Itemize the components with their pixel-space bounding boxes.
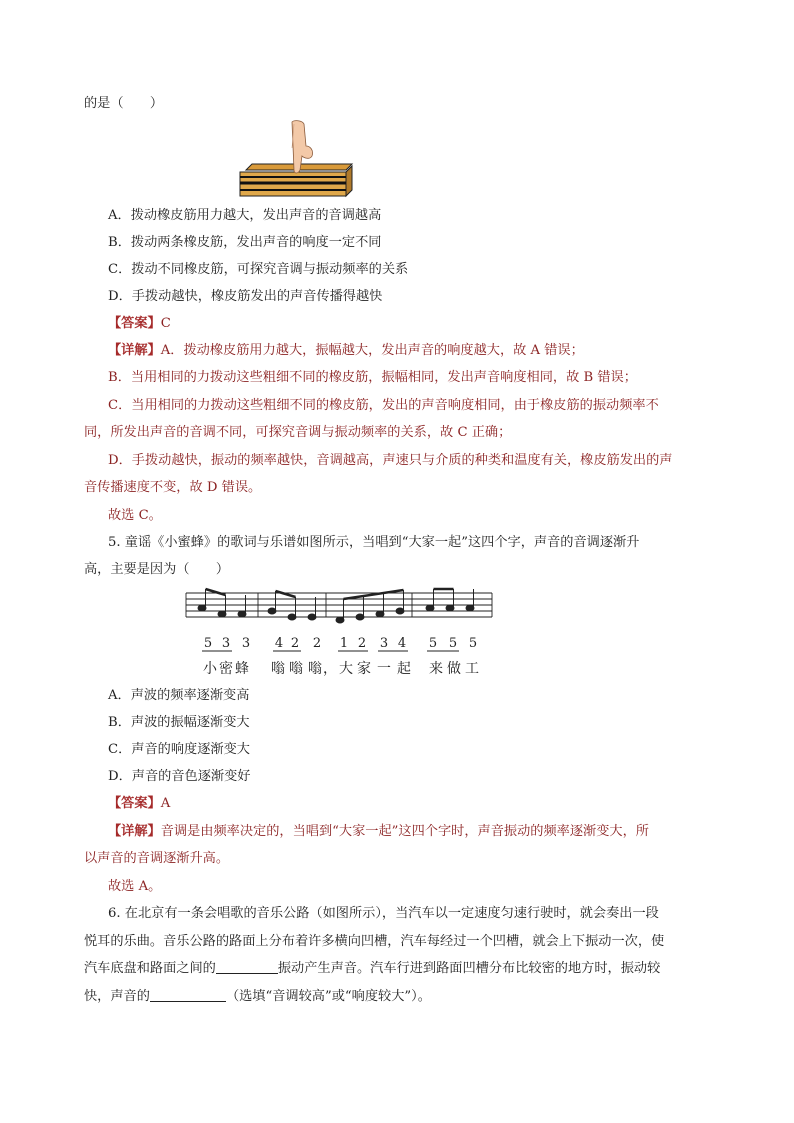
detail-text: 音调是由频率决定的，当唱到“大家一起”这四个字时，声音振动的频率逐渐变大，所 <box>160 824 649 839</box>
score-lyric: 小 <box>203 661 217 677</box>
score-number: 3 <box>379 636 389 651</box>
q6-line-3-text-b: 振动产生声音。汽车行进到路面凹槽分布比较密的地方时，振动较 <box>277 961 661 976</box>
score-lyric: 大 <box>339 661 353 677</box>
score-number: 5 <box>428 636 438 651</box>
answer-value: C <box>160 316 171 331</box>
q4-option-c: C．拨动不同橡皮筋，可探究音调与振动频率的关系 <box>108 262 409 277</box>
rubber-band-figure <box>236 120 356 200</box>
score-number: 2 <box>290 636 300 651</box>
q4-option-d: D．手拨动越快，橡皮筋发出的声音传播得越快 <box>108 289 383 304</box>
score-number: 5 <box>448 636 458 651</box>
score-lyric: 嗡 <box>271 661 285 677</box>
q5-option-b: B．声波的振幅逐渐变大 <box>108 715 250 730</box>
detail-label: 【详解】 <box>108 343 161 358</box>
q4-detail-line-2: B．当用相同的力拨动这些粗细不同的橡皮筋，振幅相同，发出声音响度相同，故 B 错误； <box>108 370 637 385</box>
q5-stem-line-1: 5. 童谣《小蜜蜂》的歌词与乐谱如图所示，当唱到“大家一起”这四个字，声音的音调逐渐升 <box>108 535 640 550</box>
score-lyric: 蜂 <box>235 661 249 677</box>
q6-line-2: 悦耳的乐曲。音乐公路的路面上分布着许多横向凹槽，汽车每经过一个凹槽，就会上下振动一次，使 <box>84 934 665 949</box>
q4-conclusion: 故选 C。 <box>108 508 162 523</box>
score-number: 2 <box>312 636 322 651</box>
q5-option-a: A．声波的频率逐渐变高 <box>108 688 250 703</box>
q5-stem-line-2: 高，主要是因为（ ） <box>84 562 230 577</box>
detail-label: 【详解】 <box>108 824 161 839</box>
score-lyric: 做 <box>447 661 461 677</box>
answer-label: 【答案】 <box>108 316 161 331</box>
q6-line-1: 6. 在北京有一条会唱歌的音乐公路（如图所示），当汽车以一定速度匀速行驶时，就会奏出一段 <box>108 906 659 921</box>
q6-line-4-text-a: 快，声音的 <box>84 989 150 1004</box>
q6-line-4-text-b: （选填“音调较高”或“响度较大”）。 <box>225 989 431 1004</box>
fill-blank-1[interactable] <box>216 959 278 974</box>
music-score-figure <box>180 585 500 685</box>
q4-stem-tail: 的是（ ） <box>84 96 164 111</box>
score-lyric: 家 <box>357 661 371 677</box>
answer-label: 【答案】 <box>108 796 161 811</box>
q5-detail-line-1 <box>108 822 649 842</box>
q6-line-3-text-a: 汽车底盘和路面之间的 <box>84 961 216 976</box>
score-lyric: 嗡 <box>289 661 303 677</box>
q4-answer <box>108 314 171 334</box>
q4-detail-line-6: 音传播速度不变，故 D 错误。 <box>84 480 262 495</box>
q5-conclusion: 故选 A。 <box>108 879 162 894</box>
q4-detail-line-4: 同，所发出声音的音调不同，可探究音调与振动频率的关系，故 C 正确； <box>84 425 512 440</box>
q4-option-b: B．拨动两条橡皮筋，发出声音的响度一定不同 <box>108 235 382 250</box>
score-number: 3 <box>241 636 251 651</box>
q4-detail-line-5: D．手拨动越快，振动的频率越快，音调越高，声速只与介质的种类和温度有关，橡皮筋发出的声 <box>108 453 673 468</box>
q4-detail-line-3: C．当用相同的力拨动这些粗细不同的橡皮筋，发出的声音响度相同，由于橡皮筋的振动频率不 <box>108 398 659 413</box>
score-number: 4 <box>274 636 284 651</box>
q6-line-3 <box>84 959 660 979</box>
q5-answer <box>108 794 170 814</box>
q6-line-4 <box>84 987 431 1007</box>
score-number: 2 <box>357 636 367 651</box>
q4-detail-line-1 <box>108 341 584 361</box>
score-lyric: 密 <box>219 661 233 677</box>
score-number: 1 <box>339 636 349 651</box>
detail-text: A．拨动橡皮筋用力越大，振幅越大，发出声音的响度越大，故 A 错误； <box>160 343 584 358</box>
score-lyric: 嗡 <box>308 661 322 677</box>
answer-value: A <box>160 796 171 811</box>
score-lyric: 工 <box>465 661 479 677</box>
fill-blank-2[interactable] <box>150 987 226 1002</box>
score-number: 4 <box>397 636 407 651</box>
q5-detail-line-2: 以声音的音调逐渐升高。 <box>84 851 230 866</box>
q5-option-d: D．声音的音色逐渐变好 <box>108 769 251 784</box>
score-lyric: 起 <box>397 661 411 677</box>
score-number: 5 <box>203 636 213 651</box>
score-number: 5 <box>468 636 478 651</box>
score-lyric: ， <box>323 661 337 677</box>
q5-option-c: C．声音的响度逐渐变大 <box>108 742 250 757</box>
score-number: 3 <box>221 636 231 651</box>
q4-option-a: A．拨动橡皮筋用力越大，发出声音的音调越高 <box>108 208 382 223</box>
score-lyric: 一 <box>377 661 391 677</box>
score-lyric: 来 <box>429 661 443 677</box>
